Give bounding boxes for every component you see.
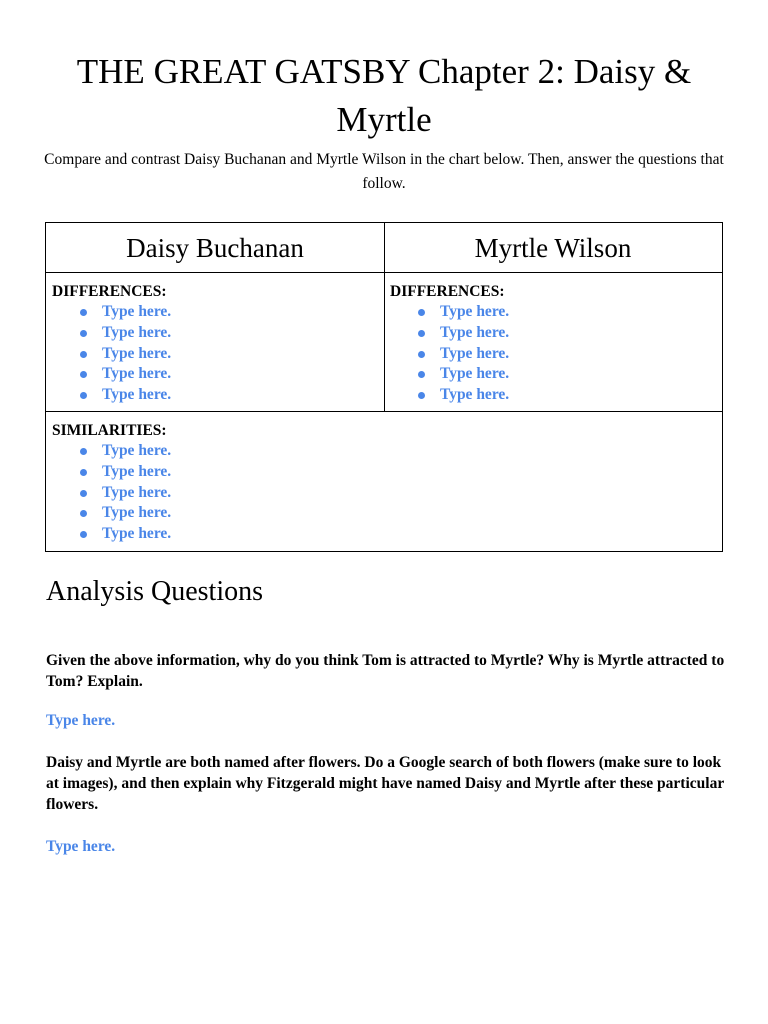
daisy-differences-list <box>52 302 378 406</box>
bullet-icon <box>80 309 87 316</box>
question-2-text: Daisy and Myrtle are both named after flowers. Do a Google search of both flowers (make sure to look at images), and then explain why Fitzgerald might have named Daisy and Myrtle after these particular flowers. <box>46 754 724 813</box>
bullet-icon <box>80 490 87 497</box>
myrtle-difference-item[interactable]: Type here. <box>414 302 716 323</box>
similarities-label: SIMILARITIES: <box>52 422 167 439</box>
daisy-difference-item[interactable]: Type here. <box>76 344 378 365</box>
bullet-icon <box>418 392 425 399</box>
daisy-difference-item[interactable]: Type here. <box>76 302 378 323</box>
daisy-difference-item[interactable]: Type here. <box>76 385 378 406</box>
myrtle-difference-item[interactable]: Type here. <box>414 364 716 385</box>
answer-2-field[interactable]: Type here. <box>46 838 116 855</box>
bullet-icon <box>80 448 87 455</box>
bullet-icon <box>418 371 425 378</box>
bullet-icon <box>80 531 87 538</box>
bullet-icon <box>80 469 87 476</box>
chart-header-divider <box>46 272 722 273</box>
analysis-heading: Analysis Questions <box>46 576 263 607</box>
bullet-icon <box>80 510 87 517</box>
similarities-list <box>52 441 716 545</box>
document-title: THE GREAT GATSBY Chapter 2: Daisy & Myrtle <box>76 52 692 139</box>
instructions-text: Compare and contrast Daisy Buchanan and Myrtle Wilson in the chart below. Then, answer the questions that follow. <box>44 151 724 192</box>
daisy-difference-item[interactable]: Type here. <box>76 364 378 385</box>
similarity-item[interactable]: Type here. <box>76 483 716 504</box>
bullet-icon <box>80 371 87 378</box>
similarities-cell <box>46 413 722 552</box>
daisy-difference-item[interactable]: Type here. <box>76 323 378 344</box>
bullet-icon <box>80 392 87 399</box>
bullet-icon <box>418 351 425 358</box>
question-1-text: Given the above information, why do you think Tom is attracted to Myrtle? Why is Myrtle attracted to Tom? Explain. <box>46 652 725 690</box>
myrtle-differences-list <box>390 302 716 406</box>
daisy-column-header: Daisy Buchanan <box>126 233 304 263</box>
bullet-icon <box>80 351 87 358</box>
compare-contrast-chart <box>45 222 723 552</box>
similarity-item[interactable]: Type here. <box>76 524 716 545</box>
bullet-icon <box>418 330 425 337</box>
answer-1-field[interactable]: Type here. <box>46 712 116 729</box>
similarity-item[interactable]: Type here. <box>76 503 716 524</box>
myrtle-difference-item[interactable]: Type here. <box>414 323 716 344</box>
myrtle-difference-item[interactable]: Type here. <box>414 385 716 406</box>
myrtle-difference-item[interactable]: Type here. <box>414 344 716 365</box>
daisy-differences-cell <box>46 274 384 413</box>
bullet-icon <box>80 330 87 337</box>
similarity-item[interactable]: Type here. <box>76 462 716 483</box>
similarity-item[interactable]: Type here. <box>76 441 716 462</box>
myrtle-differences-label: DIFFERENCES: <box>390 283 505 300</box>
myrtle-differences-cell <box>384 274 722 413</box>
bullet-icon <box>418 309 425 316</box>
daisy-differences-label: DIFFERENCES: <box>52 283 167 300</box>
myrtle-column-header: Myrtle Wilson <box>474 233 632 263</box>
